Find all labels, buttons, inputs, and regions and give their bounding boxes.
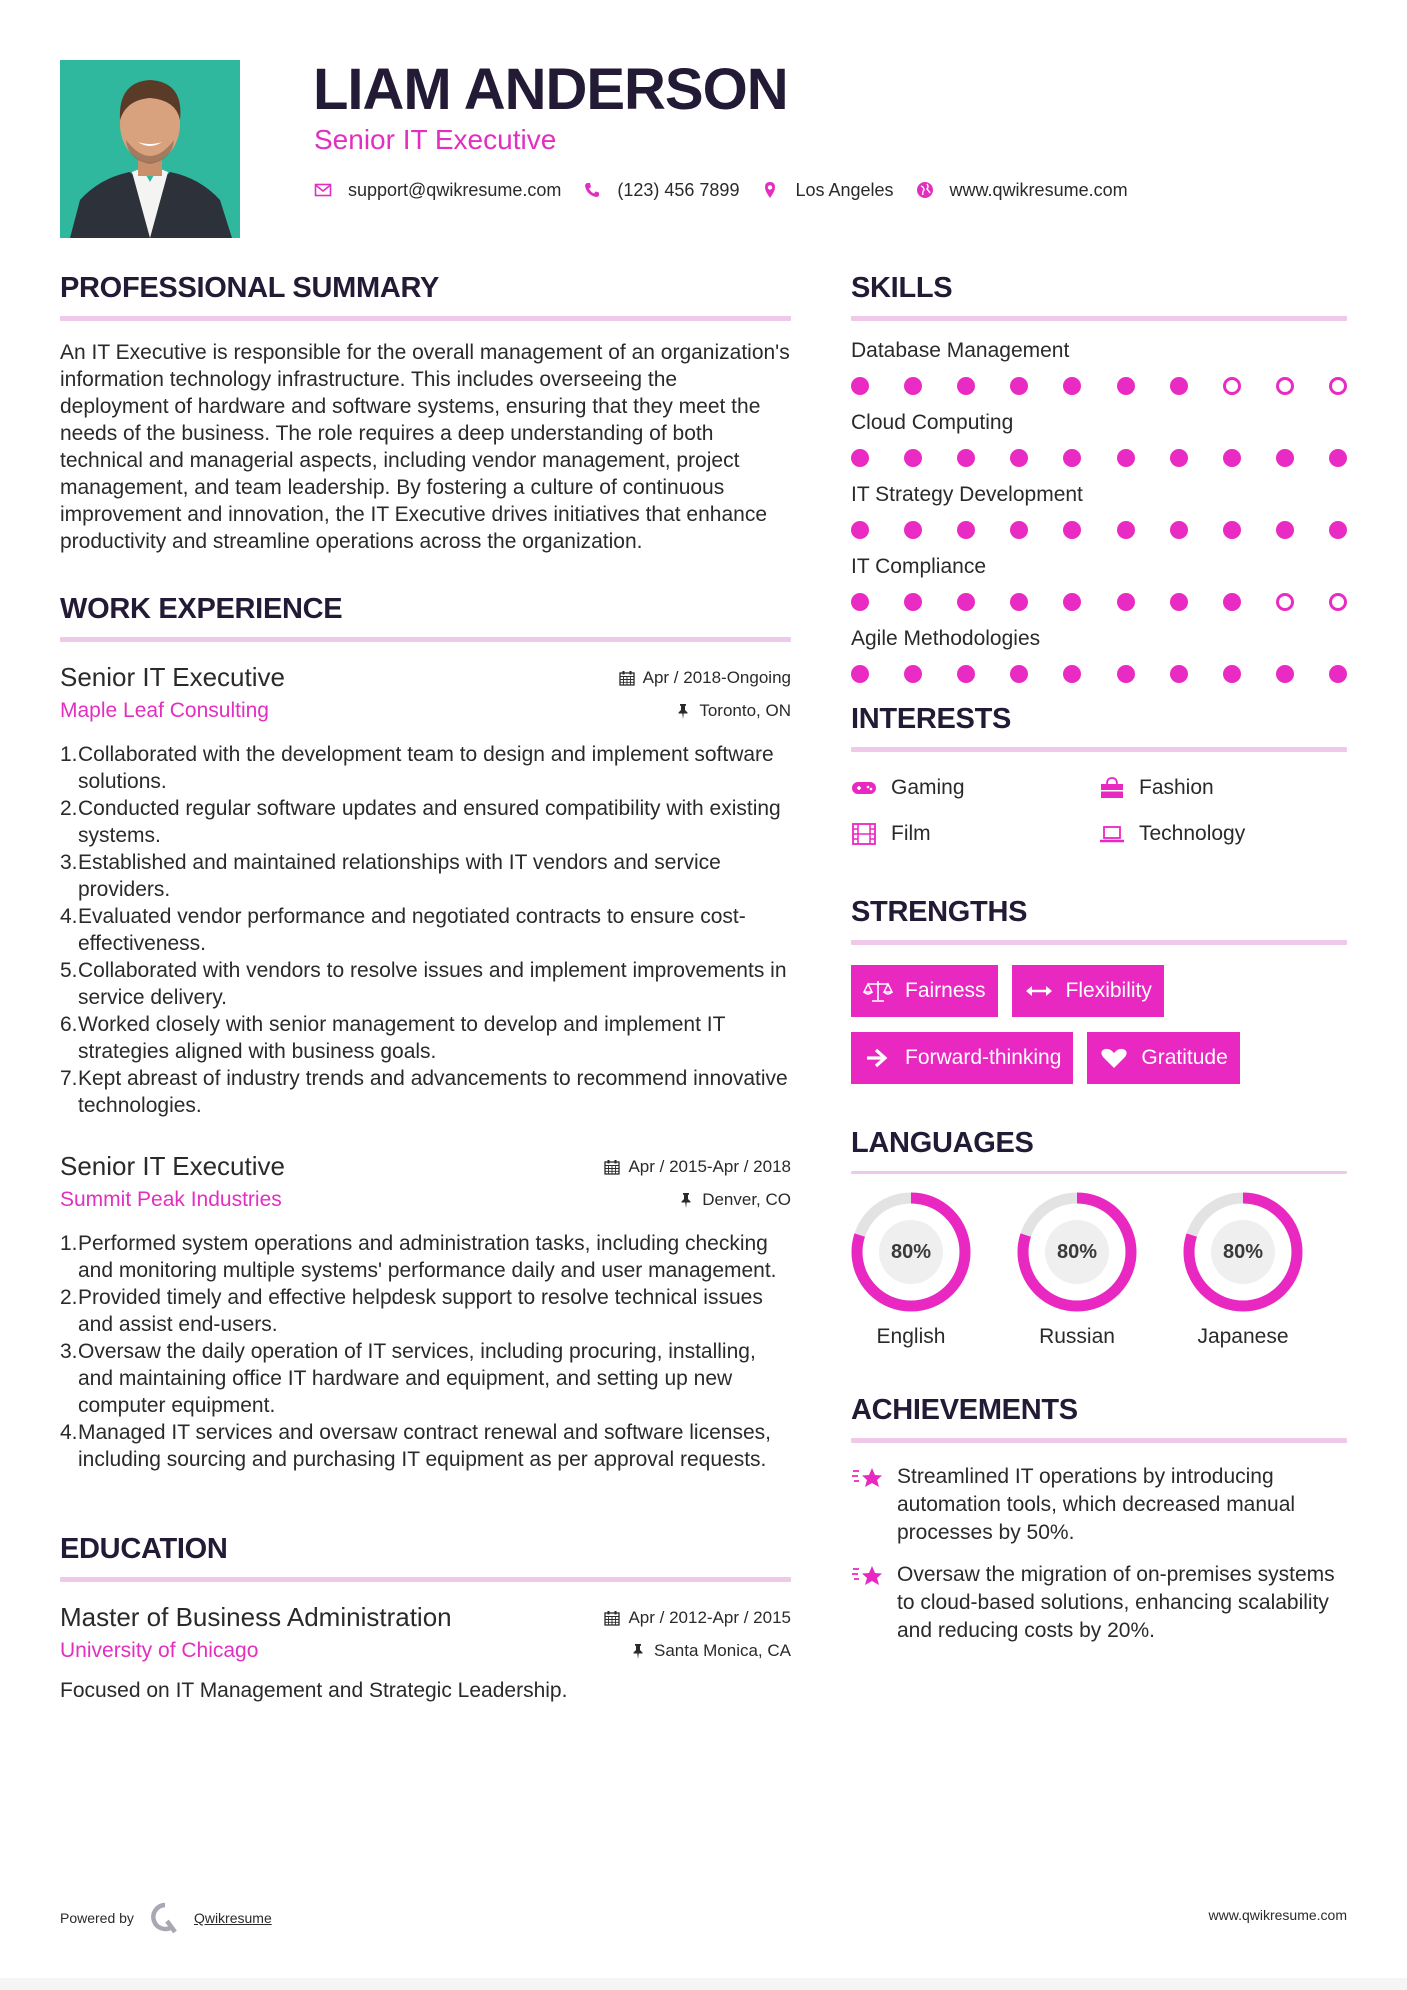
summary-section bbox=[60, 270, 791, 555]
strength-tag: Fairness bbox=[851, 965, 998, 1017]
section-heading: LANGUAGES bbox=[851, 1127, 1034, 1159]
education-description: Focused on IT Management and Strategic Leadership. bbox=[60, 1679, 568, 1702]
rating-dot-filled-icon bbox=[904, 593, 922, 611]
rating-dot-filled-icon bbox=[1276, 665, 1294, 683]
rating-dot-filled-icon bbox=[1010, 449, 1028, 467]
duty-item: 4. Evaluated vendor performance and negotiated contracts to ensure cost-effectiveness. bbox=[60, 905, 746, 955]
language-name: Russian bbox=[1039, 1325, 1115, 1348]
rating-dot-filled-icon bbox=[1063, 377, 1081, 395]
rating-dot-filled-icon bbox=[1010, 521, 1028, 539]
shooting-star-icon bbox=[851, 1563, 885, 1591]
duty-item: 3. Established and maintained relationships with IT vendors and service providers. bbox=[60, 851, 721, 901]
interest-item: Film bbox=[851, 818, 1099, 850]
profile-photo bbox=[60, 60, 240, 238]
skill-name: IT Compliance bbox=[851, 555, 987, 578]
section-divider bbox=[851, 1171, 1347, 1174]
job-duties bbox=[60, 741, 791, 1119]
globe-icon bbox=[916, 181, 934, 199]
rating-dot-filled-icon bbox=[1063, 593, 1081, 611]
rating-dot-filled-icon bbox=[1329, 521, 1347, 539]
strength-tag: Flexibility bbox=[1012, 965, 1164, 1017]
skill-name: Cloud Computing bbox=[851, 411, 1014, 434]
duty-item: 5. Collaborated with vendors to resolve issues and implement improvements in service delivery. bbox=[60, 959, 787, 1009]
qwikresume-logo-icon bbox=[150, 1902, 180, 1934]
strength-tags bbox=[851, 965, 1347, 1099]
job-title: Senior IT Executive bbox=[60, 1151, 285, 1181]
contact-website[interactable] bbox=[916, 180, 1128, 201]
rating-dot-filled-icon bbox=[1117, 449, 1135, 467]
rating-dot-filled-icon bbox=[1170, 593, 1188, 611]
strength-tag: Gratitude bbox=[1087, 1032, 1239, 1084]
degree-name: Master of Business Administration bbox=[60, 1602, 452, 1632]
section-divider bbox=[60, 1577, 791, 1582]
job-location: Toronto, ON bbox=[675, 701, 791, 721]
powered-by-label: Powered by bbox=[60, 1910, 134, 1926]
rating-dot-empty-icon bbox=[1276, 377, 1294, 395]
language-progress-ring bbox=[1183, 1192, 1303, 1312]
arrows-horizontal-icon bbox=[1024, 979, 1054, 1003]
arrow-right-icon bbox=[863, 1046, 893, 1070]
laptop-icon bbox=[1099, 822, 1125, 846]
rating-dot-filled-icon bbox=[1170, 665, 1188, 683]
right-column bbox=[851, 270, 1347, 1645]
company-name: Maple Leaf Consulting bbox=[60, 699, 269, 722]
rating-dot-filled-icon bbox=[1223, 449, 1241, 467]
pushpin-icon bbox=[675, 703, 691, 719]
rating-dot-filled-icon bbox=[1117, 593, 1135, 611]
skill-item bbox=[851, 409, 1347, 467]
interests-section bbox=[851, 701, 1347, 850]
section-divider bbox=[60, 316, 791, 321]
education-entry bbox=[60, 1600, 791, 1704]
section-divider bbox=[851, 316, 1347, 321]
skill-name: Database Management bbox=[851, 339, 1070, 362]
job-duties bbox=[60, 1230, 791, 1473]
interest-item: Gaming bbox=[851, 772, 1099, 804]
rating-dot-filled-icon bbox=[957, 449, 975, 467]
skill-item bbox=[851, 625, 1347, 683]
duty-item: 4. Managed IT services and oversaw contract renewal and software licenses, including sourcing and purchasing IT equipment as per approval requests. bbox=[60, 1421, 771, 1471]
job-entry bbox=[60, 1149, 791, 1473]
skill-name: IT Strategy Development bbox=[851, 483, 1083, 506]
skill-name: Agile Methodologies bbox=[851, 627, 1041, 650]
interest-item: Technology bbox=[1099, 818, 1347, 850]
contact-location bbox=[761, 180, 893, 201]
rating-dot-filled-icon bbox=[1170, 377, 1188, 395]
rating-dot-filled-icon bbox=[1329, 665, 1347, 683]
calendar-icon bbox=[604, 1159, 620, 1175]
rating-dot-filled-icon bbox=[1223, 521, 1241, 539]
candidate-title: Senior IT Executive bbox=[314, 124, 557, 155]
experience-section bbox=[60, 591, 791, 1473]
achievement-list bbox=[851, 1463, 1347, 1645]
job-dates: Apr / 2018-Ongoing bbox=[619, 668, 791, 688]
rating-dot-filled-icon bbox=[904, 665, 922, 683]
skills-list bbox=[851, 337, 1347, 683]
languages-section bbox=[851, 1125, 1347, 1352]
rating-dot-filled-icon bbox=[1170, 449, 1188, 467]
rating-dot-filled-icon bbox=[1063, 665, 1081, 683]
rating-dot-filled-icon bbox=[1010, 593, 1028, 611]
rating-dot-filled-icon bbox=[851, 593, 869, 611]
contact-website-text: www.qwikresume.com bbox=[949, 179, 1128, 200]
footer-website[interactable]: www.qwikresume.com bbox=[1208, 1907, 1347, 1923]
interest-item: Fashion bbox=[1099, 772, 1347, 804]
rating-dot-filled-icon bbox=[904, 521, 922, 539]
pushpin-icon bbox=[678, 1192, 694, 1208]
rating-dot-filled-icon bbox=[1276, 521, 1294, 539]
language-progress-ring bbox=[1017, 1192, 1137, 1312]
language-item bbox=[1017, 1192, 1137, 1352]
contact-location-text: Los Angeles bbox=[795, 179, 894, 200]
phone-icon bbox=[583, 181, 601, 199]
person-photo-icon bbox=[60, 60, 240, 238]
rating-dot-filled-icon bbox=[1117, 521, 1135, 539]
achievement-item: Oversaw the migration of on-premises systems to cloud-based solutions, enhancing scalability and reducing costs by 20%. bbox=[851, 1561, 1347, 1645]
education-location: Santa Monica, CA bbox=[630, 1641, 791, 1661]
left-column bbox=[60, 270, 791, 1704]
calendar-icon bbox=[604, 1610, 620, 1626]
gamepad-icon bbox=[851, 776, 877, 800]
film-icon bbox=[851, 822, 877, 846]
duty-item: 1. Performed system operations and administration tasks, including checking and monitoring multiple systems' performance daily and user management. bbox=[60, 1232, 777, 1282]
skill-item bbox=[851, 337, 1347, 395]
rating-dot-filled-icon bbox=[851, 377, 869, 395]
rating-dot-filled-icon bbox=[1117, 665, 1135, 683]
rating-dot-filled-icon bbox=[957, 377, 975, 395]
section-divider bbox=[60, 637, 791, 642]
rating-dot-filled-icon bbox=[957, 593, 975, 611]
rating-dot-filled-icon bbox=[1170, 521, 1188, 539]
rating-dot-filled-icon bbox=[904, 449, 922, 467]
rating-dot-filled-icon bbox=[1117, 377, 1135, 395]
rating-dot-filled-icon bbox=[1010, 377, 1028, 395]
skill-rating bbox=[851, 521, 1347, 539]
rating-dot-empty-icon bbox=[1276, 593, 1294, 611]
rating-dot-filled-icon bbox=[1010, 665, 1028, 683]
rating-dot-filled-icon bbox=[851, 521, 869, 539]
skill-rating bbox=[851, 377, 1347, 395]
rating-dot-filled-icon bbox=[1329, 449, 1347, 467]
summary-text: An IT Executive is responsible for the overall management of an organization's information technology infrastructure. This includes overseeing the deployment of hardware and software systems, ensuring that they meet the needs of the business. The role requires a deep understanding of both technical and managerial aspects, including vendor management, project management, and team leadership. By fostering a culture of continuous improvement and innovation, the IT Executive drives initiatives that enhance productivity and streamline operations across the organization. bbox=[60, 341, 790, 553]
section-divider bbox=[851, 940, 1347, 945]
language-percent: 80% bbox=[1222, 1240, 1264, 1263]
rating-dot-filled-icon bbox=[904, 377, 922, 395]
contact-email[interactable] bbox=[314, 180, 561, 201]
skill-item bbox=[851, 481, 1347, 539]
balance-scale-icon bbox=[863, 979, 893, 1003]
heart-icon bbox=[1099, 1046, 1129, 1070]
duty-item: 2. Conducted regular software updates and ensured compatibility with existing systems. bbox=[60, 797, 781, 847]
rating-dot-filled-icon bbox=[851, 449, 869, 467]
skill-rating bbox=[851, 449, 1347, 467]
language-list bbox=[851, 1192, 1347, 1352]
language-item bbox=[851, 1192, 971, 1352]
map-pin-icon bbox=[761, 181, 779, 199]
section-divider bbox=[851, 1438, 1347, 1443]
rating-dot-filled-icon bbox=[1223, 665, 1241, 683]
skills-section bbox=[851, 270, 1347, 683]
duty-item: 1. Collaborated with the development team to design and implement software solutions. bbox=[60, 743, 774, 793]
education-dates: Apr / 2012-Apr / 2015 bbox=[604, 1608, 791, 1628]
section-heading: EDUCATION bbox=[60, 1533, 228, 1565]
language-percent: 80% bbox=[890, 1240, 932, 1263]
page-bottom-edge bbox=[0, 1978, 1407, 1990]
rating-dot-empty-icon bbox=[1329, 593, 1347, 611]
section-heading: INTERESTS bbox=[851, 703, 1012, 735]
shooting-star-icon bbox=[851, 1465, 885, 1493]
education-section bbox=[60, 1531, 791, 1704]
strength-tag: Forward-thinking bbox=[851, 1032, 1073, 1084]
pushpin-icon bbox=[630, 1643, 646, 1659]
job-location: Denver, CO bbox=[678, 1190, 791, 1210]
rating-dot-filled-icon bbox=[1276, 449, 1294, 467]
rating-dot-filled-icon bbox=[1063, 521, 1081, 539]
job-dates: Apr / 2015-Apr / 2018 bbox=[604, 1157, 791, 1177]
calendar-icon bbox=[619, 670, 635, 686]
interests-grid bbox=[851, 772, 1347, 850]
duty-item: 2. Provided timely and effective helpdesk support to resolve technical issues and assist end-users. bbox=[60, 1286, 763, 1336]
achievements-section bbox=[851, 1392, 1347, 1645]
achievement-item: Streamlined IT operations by introducing automation tools, which decreased manual processes by 50%. bbox=[851, 1463, 1347, 1547]
skill-rating bbox=[851, 665, 1347, 683]
school-name: University of Chicago bbox=[60, 1639, 259, 1662]
rating-dot-filled-icon bbox=[1223, 593, 1241, 611]
contact-email-text: support@qwikresume.com bbox=[348, 179, 562, 200]
rating-dot-filled-icon bbox=[851, 665, 869, 683]
contact-phone-text: (123) 456 7899 bbox=[617, 179, 740, 200]
duty-item: 7. Kept abreast of industry trends and advancements to recommend innovative technologies. bbox=[60, 1067, 788, 1117]
envelope-icon bbox=[314, 181, 332, 199]
language-name: English bbox=[876, 1325, 946, 1348]
contact-row bbox=[314, 176, 1150, 204]
rating-dot-filled-icon bbox=[957, 521, 975, 539]
section-heading: STRENGTHS bbox=[851, 896, 1028, 928]
section-heading: WORK EXPERIENCE bbox=[60, 593, 343, 625]
footer-powered-by bbox=[60, 1902, 272, 1934]
section-heading: ACHIEVEMENTS bbox=[851, 1394, 1078, 1426]
company-name: Summit Peak Industries bbox=[60, 1188, 282, 1211]
duty-item: 3. Oversaw the daily operation of IT services, including procuring, installing, and maintaining office IT hardware and equipment, and setting up new computer equipment. bbox=[60, 1340, 756, 1417]
job-entry bbox=[60, 660, 791, 1119]
candidate-name: LIAM ANDERSON bbox=[313, 57, 788, 122]
language-progress-ring bbox=[851, 1192, 971, 1312]
section-divider bbox=[851, 747, 1347, 752]
language-name: Japanese bbox=[1197, 1325, 1289, 1348]
rating-dot-empty-icon bbox=[1223, 377, 1241, 395]
section-heading: SKILLS bbox=[851, 272, 953, 304]
strengths-section bbox=[851, 894, 1347, 1099]
language-percent: 80% bbox=[1056, 1240, 1098, 1263]
rating-dot-filled-icon bbox=[1063, 449, 1081, 467]
duty-item: 6. Worked closely with senior management to develop and implement IT strategies aligned with business goals. bbox=[60, 1013, 726, 1063]
qwikresume-link[interactable]: Qwikresume bbox=[193, 1910, 272, 1926]
job-title: Senior IT Executive bbox=[60, 662, 285, 692]
shopping-bag-icon bbox=[1099, 776, 1125, 800]
skill-rating bbox=[851, 593, 1347, 611]
contact-phone[interactable] bbox=[583, 180, 739, 201]
rating-dot-empty-icon bbox=[1329, 377, 1347, 395]
section-heading: PROFESSIONAL SUMMARY bbox=[60, 272, 440, 304]
rating-dot-filled-icon bbox=[957, 665, 975, 683]
skill-item bbox=[851, 553, 1347, 611]
language-item bbox=[1183, 1192, 1303, 1352]
